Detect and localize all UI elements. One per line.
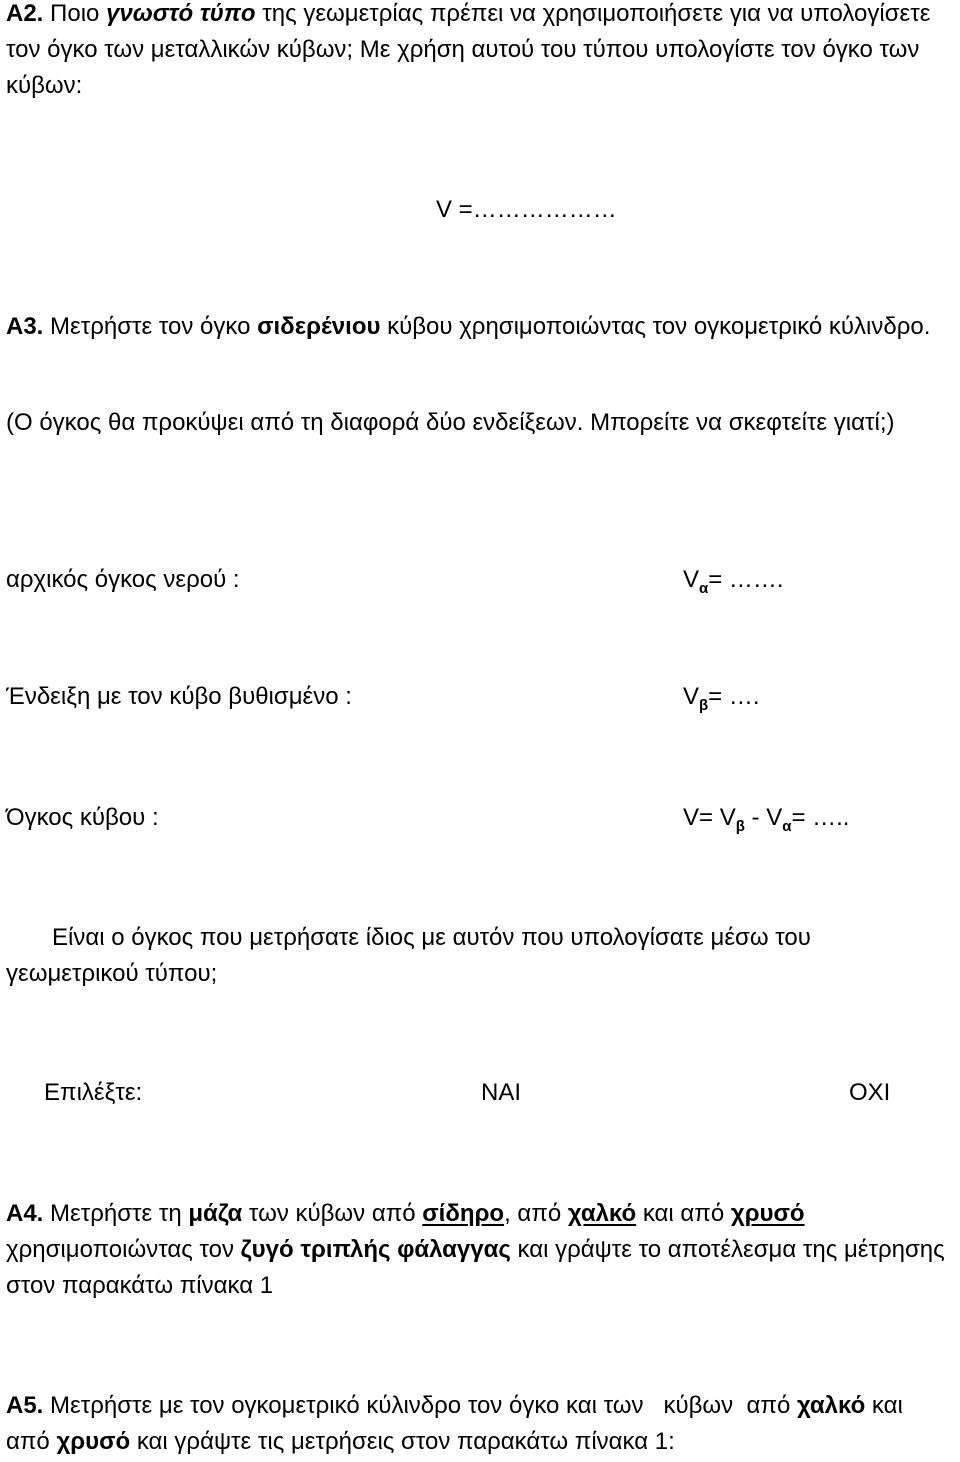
choice-yes[interactable]: ΝΑΙ (481, 1079, 522, 1106)
initial-volume-label: αρχικός όγκος νερού : (6, 566, 240, 593)
volume-formula-blank: V =……………… (436, 196, 617, 223)
emphasis: χαλκό (796, 1392, 866, 1419)
submerged-reading-label: Ένδειξη με τον κύβο βυθισμένο : (6, 683, 352, 710)
underlined-iron: σίδηρο (422, 1200, 505, 1227)
question-a5: A5. Μετρήστε με τον ογκομετρικό κύλινδρο τον όγκο και των κύβων από χαλκό και από χρυσό και γράψτε τις μετρήσεις στον παρακάτω πίνακα 1: (6, 1392, 903, 1455)
initial-volume-value: $V_\alpha=$ ……. (683, 566, 784, 597)
question-a3: A3. Μετρήστε τον όγκο σιδερένιου κύβου χρησιμοποιώντας τον ογκομετρικό κύλινδρο. (6, 313, 931, 340)
cube-volume-value: $V= V_\beta - V_\alpha=$ ….. (683, 804, 850, 835)
emphasis: μάζα (188, 1200, 243, 1227)
comparison-question: Είναι ο όγκος που μετρήσατε ίδιος με αυτόν που υπολογίσατε μέσω του γεωμετρικού τύπου; (6, 924, 811, 987)
cube-volume-label: Όγκος κύβου : (6, 804, 159, 831)
emphasis: χρυσό (56, 1428, 131, 1455)
underlined-copper: χαλκό (567, 1200, 637, 1227)
emphasis: ζυγό τριπλής φάλαγγας (240, 1236, 511, 1263)
submerged-reading-value: $V_\beta=$ …. (683, 683, 760, 714)
a3-note: (Ο όγκος θα προκύψει από τη διαφορά δύο ενδείξεων. Μπορείτε να σκεφτείτε γιατί;) (6, 409, 895, 436)
question-number: A3. (6, 313, 44, 340)
question-number: A5. (6, 1392, 44, 1419)
question-number: A2. (6, 0, 44, 27)
question-a2: A2. Ποιο γνωστό τύπο της γεωμετρίας πρέπει να χρησιμοποιήσετε για να υπολογίσετε τον όγκο των μεταλλικών κύβων; Με χρήση αυτού του τύπου υπολογίστε τον όγκο των κύβων: (6, 0, 931, 99)
underlined-gold: χρυσό (730, 1200, 805, 1227)
choice-no[interactable]: ΟΧΙ (849, 1079, 891, 1106)
emphasis: σιδερένιου (257, 313, 381, 340)
question-number: A4. (6, 1200, 44, 1227)
question-a4: A4. Μετρήστε τη μάζα των κύβων από σίδηρο, από χαλκό και από χρυσό χρησιμοποιώντας τον ζυγό τριπλής φάλαγγας και γράψτε το αποτέλεσμα της μέτρησης στον παρακάτω πίνακα 1 (6, 1200, 945, 1299)
choose-label: Επιλέξτε: (44, 1079, 143, 1106)
emphasis: γνωστό τύπο (106, 0, 256, 27)
